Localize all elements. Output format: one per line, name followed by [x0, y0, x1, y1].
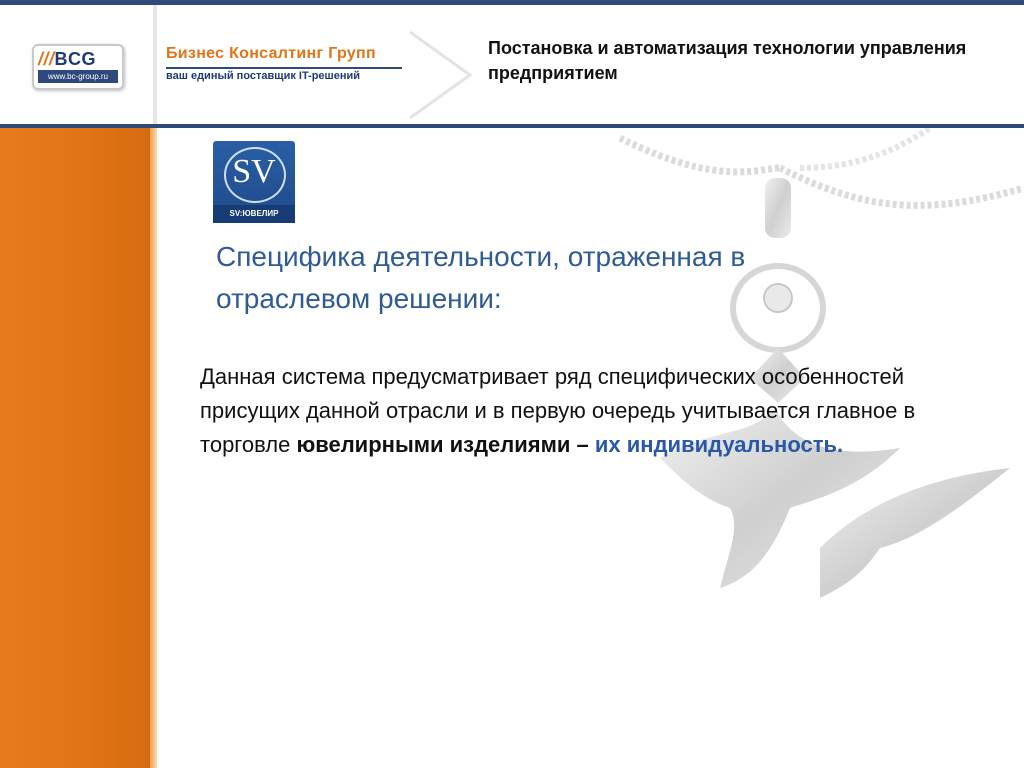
body-paragraph: [200, 360, 960, 462]
company-name: Бизнес Консалтинг Групп: [166, 45, 376, 62]
section-title: Специфика деятельности, отраженная в отраслевом решении:: [216, 241, 746, 314]
header-bottom-rule: [0, 124, 1024, 128]
sv-jeweler-logo: [213, 141, 295, 223]
company-rule: [166, 67, 402, 69]
bcg-logo-slashes: ///: [38, 49, 55, 69]
bcg-logo-url: www.bc-group.ru: [38, 70, 118, 83]
bcg-logo-mark: BCG: [54, 49, 97, 69]
company-block: [160, 45, 410, 90]
company-tagline: ваш единый поставщик IT-решений: [166, 70, 361, 82]
body-text-bold: ювелирными изделиями –: [296, 432, 595, 457]
chevron-divider-icon: [405, 30, 475, 120]
bcg-logo: [32, 44, 124, 90]
header-separator: [153, 5, 157, 124]
page-title: Постановка и автоматизация технологии управления предприятием: [488, 38, 967, 83]
body-text-plain: Данная система предусматривает ряд специфических особенностей присущих данной отрасли и в первую очередь учитывается главное в торговле: [200, 364, 916, 457]
sv-logo-letters: SV: [232, 153, 276, 190]
sv-logo-caption: SV:ЮВЕЛИР: [213, 205, 295, 223]
header: [0, 0, 1024, 126]
body-text-accent: их индивидуальность.: [594, 432, 844, 457]
